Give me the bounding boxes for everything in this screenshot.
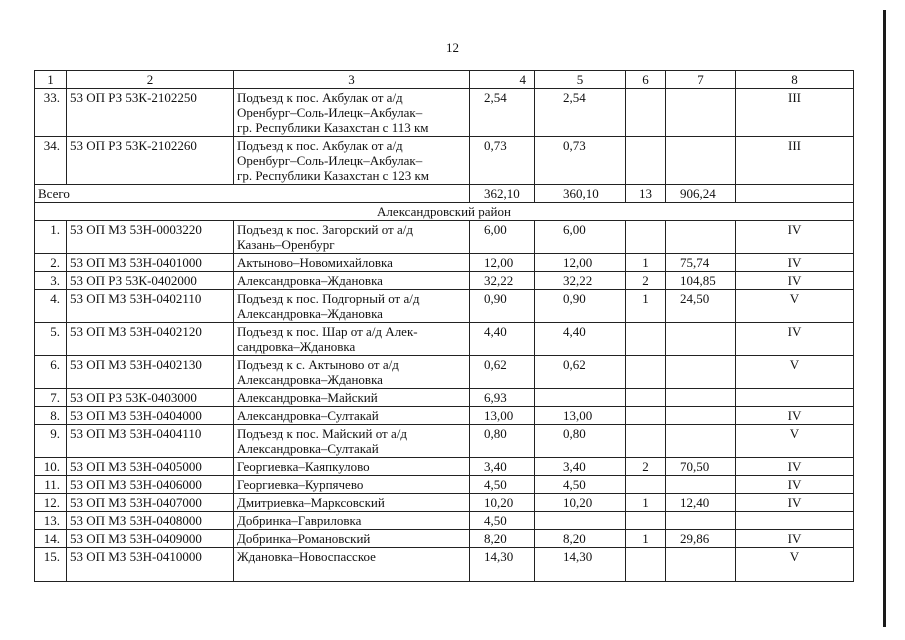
table-row <box>35 272 854 290</box>
road-name-line: гр. Республики Казахстан с 123 км <box>237 168 429 183</box>
row-number: 5. <box>35 323 67 356</box>
length-paved: 13,00 <box>535 407 626 425</box>
road-name-line: Ждановка–Новоспасское <box>237 549 376 564</box>
total-label: Всего <box>35 185 470 203</box>
road-name-line: Александровка–Султакай <box>237 441 379 456</box>
bridge-length <box>666 323 736 356</box>
road-name-line: Актыново–Новомихайловка <box>237 255 393 270</box>
length-total: 2,54 <box>470 89 535 137</box>
bridge-count: 2 <box>626 272 666 290</box>
road-name-line: Подъезд к с. Актыново от а/д <box>237 357 399 372</box>
road-name <box>234 425 470 458</box>
row-number: 13. <box>35 512 67 530</box>
road-category <box>736 389 854 407</box>
length-total: 10,20 <box>470 494 535 512</box>
length-total: 8,20 <box>470 530 535 548</box>
road-code: 53 ОП МЗ 53Н-0406000 <box>67 476 234 494</box>
table-row <box>35 530 854 548</box>
table-row <box>35 494 854 512</box>
table-row <box>35 407 854 425</box>
road-name <box>234 323 470 356</box>
bridge-length: 75,74 <box>666 254 736 272</box>
table-row <box>35 323 854 356</box>
road-code: 53 ОП МЗ 53Н-0408000 <box>67 512 234 530</box>
road-name-line: гр. Республики Казахстан с 113 км <box>237 120 429 135</box>
length-paved: 0,62 <box>535 356 626 389</box>
row-number: 9. <box>35 425 67 458</box>
length-total: 6,00 <box>470 221 535 254</box>
road-name-line: Подъезд к пос. Подгорный от а/д <box>237 291 420 306</box>
bridge-length: 12,40 <box>666 494 736 512</box>
total-bridge-count: 13 <box>626 185 666 203</box>
road-name <box>234 356 470 389</box>
total-category <box>736 185 854 203</box>
road-name-line: Александровка–Султакай <box>237 408 379 423</box>
road-name-line: Александровка–Майский <box>237 390 378 405</box>
road-name-line: Александровка–Ждановка <box>237 372 383 387</box>
roads-table <box>34 70 854 582</box>
road-name <box>234 89 470 137</box>
row-number: 34. <box>35 137 67 185</box>
bridge-length: 104,85 <box>666 272 736 290</box>
road-category: IV <box>736 407 854 425</box>
road-category: IV <box>736 272 854 290</box>
road-category: IV <box>736 494 854 512</box>
total-length: 362,10 <box>470 185 535 203</box>
bridge-length <box>666 407 736 425</box>
header-cell: 6 <box>626 71 666 89</box>
bridge-count <box>626 476 666 494</box>
road-name-line: Добринка–Романовский <box>237 531 371 546</box>
road-category: IV <box>736 458 854 476</box>
table-row <box>35 290 854 323</box>
length-paved: 4,50 <box>535 476 626 494</box>
total-row <box>35 185 854 203</box>
bridge-count: 1 <box>626 494 666 512</box>
road-category: III <box>736 137 854 185</box>
road-name <box>234 530 470 548</box>
row-number: 6. <box>35 356 67 389</box>
road-name-line: Александровка–Ждановка <box>237 306 383 321</box>
row-number: 14. <box>35 530 67 548</box>
road-category: V <box>736 548 854 582</box>
district-row <box>35 203 854 221</box>
road-name <box>234 221 470 254</box>
length-paved: 0,90 <box>535 290 626 323</box>
table-row <box>35 89 854 137</box>
bridge-length <box>666 137 736 185</box>
road-name <box>234 548 470 582</box>
bridge-count <box>626 548 666 582</box>
road-code: 53 ОП МЗ 53Н-0404110 <box>67 425 234 458</box>
road-code: 53 ОП РЗ 53К-2102260 <box>67 137 234 185</box>
row-number: 8. <box>35 407 67 425</box>
road-category: V <box>736 290 854 323</box>
road-code: 53 ОП МЗ 53Н-0407000 <box>67 494 234 512</box>
bridge-length <box>666 221 736 254</box>
road-category: IV <box>736 323 854 356</box>
road-code: 53 ОП МЗ 53Н-0409000 <box>67 530 234 548</box>
road-name-line: Подъезд к пос. Загорский от а/д <box>237 222 413 237</box>
road-code: 53 ОП МЗ 53Н-0003220 <box>67 221 234 254</box>
length-total: 0,80 <box>470 425 535 458</box>
road-name-line: Казань–Оренбург <box>237 237 335 252</box>
bridge-count: 2 <box>626 458 666 476</box>
table-row <box>35 356 854 389</box>
bridge-count <box>626 221 666 254</box>
bridge-count <box>626 512 666 530</box>
road-name <box>234 254 470 272</box>
road-name-line: Георгиевка–Курпячево <box>237 477 364 492</box>
road-name-line: сандровка–Ждановка <box>237 339 356 354</box>
table-row <box>35 221 854 254</box>
header-cell: 7 <box>666 71 736 89</box>
road-name <box>234 137 470 185</box>
length-paved: 12,00 <box>535 254 626 272</box>
road-name-line: Георгиевка–Каяпкулово <box>237 459 370 474</box>
road-code: 53 ОП МЗ 53Н-0404000 <box>67 407 234 425</box>
row-number: 4. <box>35 290 67 323</box>
bridge-count <box>626 407 666 425</box>
bridge-count <box>626 137 666 185</box>
road-name <box>234 494 470 512</box>
bridge-count: 1 <box>626 290 666 323</box>
length-paved: 3,40 <box>535 458 626 476</box>
length-total: 13,00 <box>470 407 535 425</box>
road-category <box>736 512 854 530</box>
road-code: 53 ОП МЗ 53Н-0402130 <box>67 356 234 389</box>
length-paved: 32,22 <box>535 272 626 290</box>
road-code: 53 ОП МЗ 53Н-0410000 <box>67 548 234 582</box>
road-name <box>234 389 470 407</box>
length-total: 4,50 <box>470 512 535 530</box>
row-number: 1. <box>35 221 67 254</box>
length-total: 12,00 <box>470 254 535 272</box>
row-number: 3. <box>35 272 67 290</box>
length-paved: 6,00 <box>535 221 626 254</box>
road-name <box>234 290 470 323</box>
district-title: Александровский район <box>35 203 854 221</box>
bridge-length <box>666 89 736 137</box>
road-category: III <box>736 89 854 137</box>
header-cell: 5 <box>535 71 626 89</box>
road-code: 53 ОП МЗ 53Н-0402120 <box>67 323 234 356</box>
header-cell: 8 <box>736 71 854 89</box>
road-code: 53 ОП РЗ 53К-2102250 <box>67 89 234 137</box>
road-name-line: Добринка–Гавриловка <box>237 513 362 528</box>
table-row <box>35 389 854 407</box>
table-row <box>35 425 854 458</box>
row-number: 11. <box>35 476 67 494</box>
total-bridge-length: 906,24 <box>666 185 736 203</box>
table-row <box>35 512 854 530</box>
row-number: 7. <box>35 389 67 407</box>
bridge-length <box>666 548 736 582</box>
road-name-line: Подъезд к пос. Майский от а/д <box>237 426 407 441</box>
road-name <box>234 512 470 530</box>
length-paved: 14,30 <box>535 548 626 582</box>
length-total: 0,90 <box>470 290 535 323</box>
header-cell: 1 <box>35 71 67 89</box>
road-name-line: Оренбург–Соль-Илецк–Акбулак– <box>237 153 423 168</box>
road-name-line: Оренбург–Соль-Илецк–Акбулак– <box>237 105 423 120</box>
road-code: 53 ОП МЗ 53Н-0402110 <box>67 290 234 323</box>
road-code: 53 ОП МЗ 53Н-0405000 <box>67 458 234 476</box>
road-code: 53 ОП МЗ 53Н-0401000 <box>67 254 234 272</box>
table-row <box>35 137 854 185</box>
length-paved: 10,20 <box>535 494 626 512</box>
total-paved: 360,10 <box>535 185 626 203</box>
bridge-count <box>626 323 666 356</box>
header-cell: 4 <box>470 71 535 89</box>
header-cell: 2 <box>67 71 234 89</box>
row-number: 2. <box>35 254 67 272</box>
row-number: 15. <box>35 548 67 582</box>
length-total: 6,93 <box>470 389 535 407</box>
road-code: 53 ОП РЗ 53К-0403000 <box>67 389 234 407</box>
road-name <box>234 458 470 476</box>
bridge-length <box>666 512 736 530</box>
length-paved: 8,20 <box>535 530 626 548</box>
bridge-length <box>666 476 736 494</box>
road-name-line: Подъезд к пос. Акбулак от а/д <box>237 138 403 153</box>
road-name <box>234 407 470 425</box>
road-name <box>234 476 470 494</box>
bridge-length: 70,50 <box>666 458 736 476</box>
bridge-length <box>666 425 736 458</box>
bridge-length <box>666 389 736 407</box>
road-name-line: Александровка–Ждановка <box>237 273 383 288</box>
row-number: 10. <box>35 458 67 476</box>
road-category: V <box>736 356 854 389</box>
length-paved: 0,80 <box>535 425 626 458</box>
bridge-count <box>626 425 666 458</box>
table-row <box>35 548 854 582</box>
bridge-length <box>666 356 736 389</box>
length-paved: 2,54 <box>535 89 626 137</box>
road-name-line: Подъезд к пос. Акбулак от а/д <box>237 90 403 105</box>
road-code: 53 ОП РЗ 53К-0402000 <box>67 272 234 290</box>
road-name <box>234 272 470 290</box>
page-edge-bar <box>883 10 886 627</box>
length-total: 0,73 <box>470 137 535 185</box>
header-row <box>35 71 854 89</box>
length-total: 32,22 <box>470 272 535 290</box>
bridge-length: 24,50 <box>666 290 736 323</box>
road-name-line: Дмитриевка–Марксовский <box>237 495 385 510</box>
length-total: 4,50 <box>470 476 535 494</box>
bridge-count <box>626 389 666 407</box>
table-row <box>35 254 854 272</box>
length-total: 3,40 <box>470 458 535 476</box>
table-row <box>35 458 854 476</box>
bridge-length: 29,86 <box>666 530 736 548</box>
length-total: 0,62 <box>470 356 535 389</box>
header-cell: 3 <box>234 71 470 89</box>
bridge-count <box>626 356 666 389</box>
road-category: IV <box>736 476 854 494</box>
length-paved <box>535 512 626 530</box>
road-category: IV <box>736 530 854 548</box>
length-paved: 0,73 <box>535 137 626 185</box>
length-paved: 4,40 <box>535 323 626 356</box>
page-number: 12 <box>446 40 459 55</box>
road-name-line: Подъезд к пос. Шар от а/д Алек- <box>237 324 418 339</box>
bridge-count <box>626 89 666 137</box>
table-row <box>35 476 854 494</box>
length-total: 14,30 <box>470 548 535 582</box>
road-category: V <box>736 425 854 458</box>
row-number: 12. <box>35 494 67 512</box>
length-paved <box>535 389 626 407</box>
road-category: IV <box>736 221 854 254</box>
road-category: IV <box>736 254 854 272</box>
row-number: 33. <box>35 89 67 137</box>
bridge-count: 1 <box>626 254 666 272</box>
bridge-count: 1 <box>626 530 666 548</box>
length-total: 4,40 <box>470 323 535 356</box>
